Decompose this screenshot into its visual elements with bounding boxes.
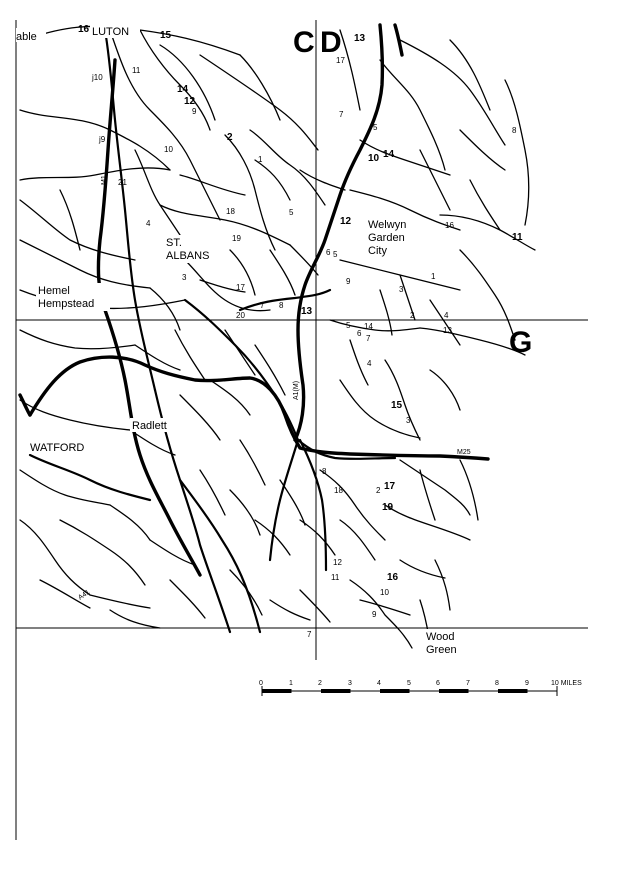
- scale-tick-label: 9: [525, 680, 529, 687]
- scale-tick-label: 1: [289, 680, 293, 687]
- route-number: 2: [227, 132, 233, 143]
- junction-21: 21: [118, 178, 127, 187]
- route-number: 5: [333, 250, 338, 259]
- route-number: 12: [184, 96, 196, 107]
- scale-tick-label: 2: [318, 680, 322, 687]
- route-number: 3: [399, 285, 404, 294]
- route-number: 1: [431, 272, 436, 281]
- route-number: 5: [346, 321, 351, 330]
- scale-tick-label: 0: [259, 680, 263, 687]
- route-number: 13: [354, 33, 366, 44]
- grid-letter-d: D: [320, 26, 342, 59]
- road-label-a1m: A1(M): [293, 380, 300, 400]
- route-number: 20: [236, 311, 245, 320]
- scale-tick-label: 4: [377, 680, 381, 687]
- route-number: 18: [334, 486, 343, 495]
- route-number: 5: [373, 123, 378, 132]
- town-wood-green-line1: Wood: [426, 631, 455, 643]
- route-number: 6: [357, 329, 362, 338]
- town-st-albans-line2: ALBANS: [166, 250, 210, 262]
- route-numbers: [78, 24, 523, 639]
- road-label-a41: A41: [77, 588, 92, 602]
- scale-tick-label: 3: [348, 680, 352, 687]
- route-number: 16: [387, 572, 399, 583]
- scale-tick-label: 8: [495, 680, 499, 687]
- route-number: 16: [445, 221, 454, 230]
- route-number: 19: [232, 234, 241, 243]
- minor-roads: [20, 26, 535, 648]
- route-number: 10: [164, 145, 173, 154]
- route-number: 11: [331, 573, 340, 582]
- grid-letter-g: G: [509, 326, 533, 359]
- scale-tick-label: 6: [436, 680, 440, 687]
- route-number: 4: [146, 219, 151, 228]
- route-number: 14: [364, 322, 373, 331]
- route-number: 2: [410, 311, 415, 320]
- junction-j9: j9: [99, 135, 106, 144]
- route-number: 13: [443, 326, 452, 335]
- main-roads: [30, 30, 395, 632]
- route-number: 12: [340, 216, 352, 227]
- route-number: 15: [391, 400, 403, 411]
- town-welwyn-line3: City: [368, 245, 387, 257]
- town-wood-green-line2: Green: [426, 644, 457, 656]
- route-number: 1: [258, 155, 263, 164]
- route-number: 11: [512, 232, 523, 243]
- town-edge-label: able: [16, 31, 37, 43]
- town-welwyn-line2: Garden: [368, 232, 405, 244]
- town-st-albans-line1: ST.: [166, 237, 182, 249]
- route-number: 14: [177, 84, 189, 95]
- route-number: 2: [376, 486, 381, 495]
- route-number: 17: [384, 481, 396, 492]
- route-number: 9: [346, 277, 351, 286]
- route-number: 7: [260, 301, 265, 310]
- town-luton: LUTON: [92, 26, 130, 38]
- town-hemel-line1: Hemel: [38, 285, 70, 297]
- route-number: 19: [382, 502, 394, 513]
- route-number: 4: [444, 311, 449, 320]
- route-number: 3: [182, 273, 187, 282]
- route-number: 7: [366, 334, 371, 343]
- junction-j10: j10: [92, 73, 103, 82]
- route-number: 9: [372, 610, 377, 619]
- route-number: 14: [383, 149, 395, 160]
- route-number: 15: [160, 30, 172, 41]
- route-number: 6: [326, 248, 331, 257]
- town-watford: WATFORD: [30, 442, 85, 454]
- town-radlett: Radlett: [132, 420, 167, 432]
- road-label-m1: M1: [101, 175, 108, 185]
- route-number: 18: [226, 207, 235, 216]
- route-number: 4: [367, 359, 372, 368]
- road-label-m25: M25: [457, 449, 471, 456]
- route-number: 9: [192, 107, 197, 116]
- scale-tick-label: 7: [466, 680, 470, 687]
- scale-tick-label: 10 MILES: [551, 680, 582, 687]
- route-number: 17: [336, 56, 345, 65]
- route-number: 3: [406, 416, 411, 425]
- route-number: 12: [333, 558, 342, 567]
- grid-letters: [293, 26, 532, 359]
- grid-letter-c: C: [293, 26, 315, 59]
- route-number: 13: [301, 306, 313, 317]
- route-number: 8: [512, 126, 517, 135]
- route-number: 10: [368, 153, 380, 164]
- route-number: 17: [236, 283, 245, 292]
- route-number: 8: [279, 301, 284, 310]
- route-number: 10: [380, 588, 389, 597]
- town-welwyn-line1: Welwyn: [368, 219, 407, 231]
- town-hemel-line2: Hempstead: [38, 298, 95, 310]
- town-labels: [16, 24, 464, 657]
- route-number: 8: [322, 467, 327, 476]
- route-number: 16: [78, 24, 90, 35]
- route-number: 11: [132, 66, 141, 75]
- scale-tick-label: 5: [407, 680, 411, 687]
- route-number: 5: [289, 208, 294, 217]
- route-number: 7: [307, 630, 312, 639]
- route-number: 7: [339, 110, 344, 119]
- scale-bar: [259, 680, 582, 696]
